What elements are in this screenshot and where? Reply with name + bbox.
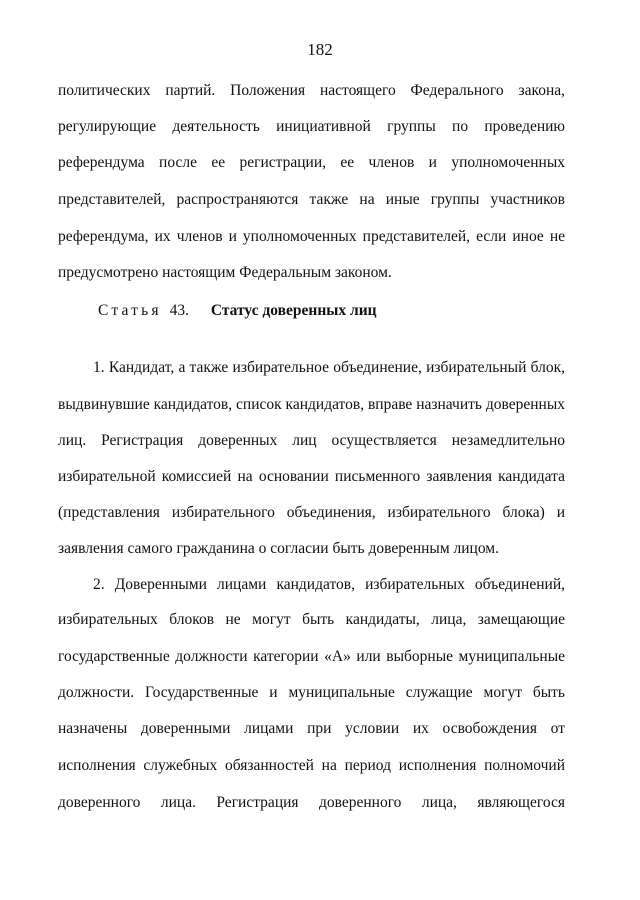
text-line: 2. Доверенными лицами кандидатов, избирательных объединений,	[93, 576, 565, 593]
text-line: (представления избирательного объединения, избирательного блока) и	[58, 504, 565, 521]
text-line: политических партий. Положения настоящего Федерального закона,	[58, 82, 565, 99]
article-title: Статус доверенных лиц	[210, 302, 377, 319]
text-line: 1. Кандидат, а также избирательное объединение, избирательный блок,	[93, 359, 565, 376]
text-line: референдума, их членов и уполномоченных представителей, если иное не	[58, 228, 565, 245]
article-heading	[98, 301, 377, 321]
text-line: референдума после ее регистрации, ее членов и уполномоченных	[58, 154, 565, 171]
text-line: представителей, распространяются также на иные группы участников	[58, 191, 565, 208]
text-line: должности. Государственные и муниципальные служащие могут быть	[58, 684, 565, 701]
text-line: избирательных блоков не могут быть кандидаты, лица, замещающие	[58, 611, 565, 628]
text-line: исполнения служебных обязанностей на период исполнения полномочий	[58, 757, 565, 774]
page-number: 182	[307, 40, 333, 59]
text-line: регулирующие деятельность инициативной группы по проведению	[58, 118, 565, 135]
text-line: назначены доверенными лицами при условии их освобождения от	[58, 720, 565, 737]
article-label: Статья	[98, 302, 162, 319]
text-line: избирательной комиссией на основании письменного заявления кандидата	[58, 468, 565, 485]
text-line: заявления самого гражданина о согласии быть доверенным лицом.	[58, 540, 499, 557]
text-line: лиц. Регистрация доверенных лиц осуществляется незамедлительно	[58, 432, 565, 449]
article-number: 43.	[169, 302, 189, 319]
text-line: предусмотрено настоящим Федеральным законом.	[58, 264, 392, 281]
text-line: доверенного лица. Регистрация доверенного лица, являющегося	[58, 794, 565, 811]
text-line: выдвинувшие кандидатов, список кандидатов, вправе назначить доверенных	[58, 396, 565, 413]
text-line: государственные должности категории «А» или выборные муниципальные	[58, 648, 565, 665]
